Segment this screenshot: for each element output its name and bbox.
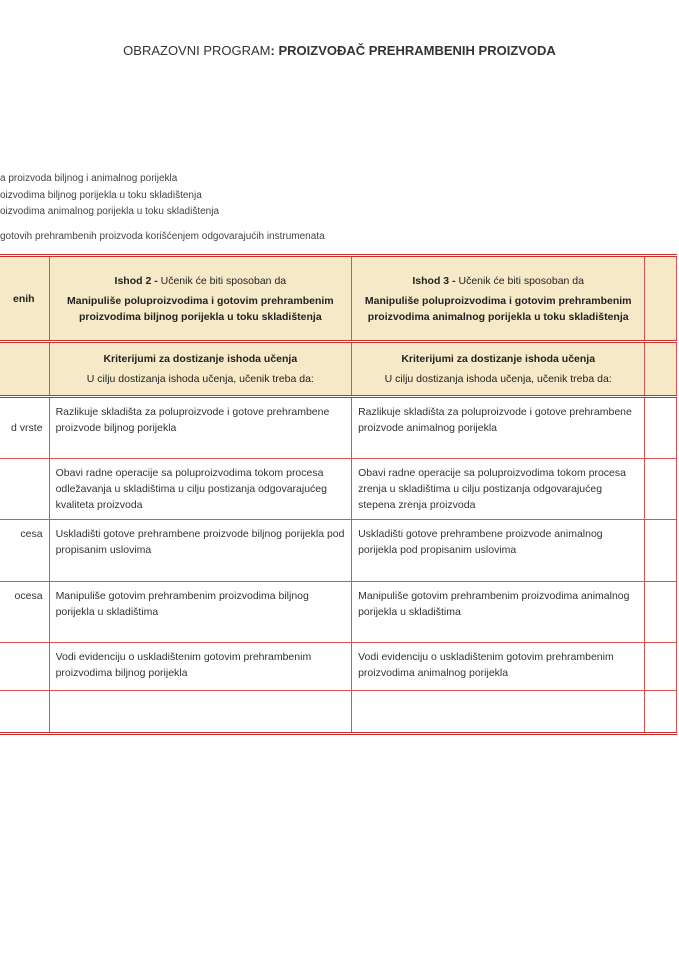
criteria-header-row bbox=[0, 342, 677, 397]
header-col1-text: enih bbox=[12, 292, 35, 305]
table-row bbox=[0, 520, 677, 582]
row-cell-outcome-3: Uskladišti gotove prehrambene proizvode animalnog porijekla pod propisanim uslovima bbox=[352, 520, 645, 582]
program-title-prefix: OBRAZOVNI PROGRAM bbox=[123, 43, 271, 58]
row-cell-col1 bbox=[0, 691, 49, 734]
row-cell-outcome-2: Razlikuje skladišta za poluproizvode i gotove prehrambene proizvode biljnog porijekla bbox=[49, 397, 352, 459]
row-cell-outcome-2: Obavi radne operacije sa poluproizvodima tokom procesa odležavanja u skladištima u cilju postizanja odgovarajućeg kvaliteta proizvoda bbox=[49, 459, 352, 520]
header-cell-outcome-3 bbox=[352, 256, 645, 342]
outcome-3-label: Ishod 3 - bbox=[412, 274, 459, 287]
header-cell-col1 bbox=[0, 256, 49, 342]
row-cell-col4 bbox=[645, 691, 677, 734]
row-cell-col1 bbox=[0, 520, 49, 582]
outcome-list bbox=[0, 171, 325, 245]
criteria-subtitle: U cilju dostizanja ishoda učenja, učenik treba da: bbox=[86, 373, 314, 385]
row-cell-outcome-3 bbox=[352, 691, 645, 734]
program-title-separator: : bbox=[270, 43, 279, 58]
outcome-list-item: oizvodima animalnog porijekla u toku skladištenja bbox=[0, 206, 220, 217]
outcome-2-label: Ishod 2 - bbox=[114, 274, 161, 287]
criteria-title: Kriterijumi za dostizanje ishoda učenja bbox=[103, 353, 298, 365]
criteria-cell-col4 bbox=[645, 342, 677, 397]
row-cell-outcome-3: Razlikuje skladišta za poluproizvode i gotove prehrambene proizvode animalnog porijekla bbox=[352, 397, 645, 459]
outcome-header-row bbox=[0, 256, 677, 342]
row-cell-col4 bbox=[645, 397, 677, 459]
criteria-cell-col1 bbox=[0, 342, 49, 397]
row-col1-text: cesa bbox=[20, 528, 43, 540]
outcome-2-text: Manipuliše poluproizvodima i gotovim prehrambenim proizvodima biljnog porijekla u toku skladištenja bbox=[67, 294, 334, 323]
row-cell-col4 bbox=[645, 520, 677, 582]
row-cell-col4 bbox=[645, 582, 677, 643]
outcome-3-intro: Učenik će biti sposoban da bbox=[458, 274, 584, 287]
table-row bbox=[0, 691, 677, 734]
row-cell-outcome-2 bbox=[49, 691, 352, 734]
row-col1-text: ocesa bbox=[14, 590, 43, 602]
row-cell-outcome-2: Vodi evidenciju o uskladištenim gotovim prehrambenim proizvodima biljnog porijekla bbox=[49, 643, 352, 691]
outcome-3-text: Manipuliše poluproizvodima i gotovim prehrambenim proizvodima animalnog porijekla u toku skladištenja bbox=[364, 294, 632, 323]
criteria-subtitle: U cilju dostizanja ishoda učenja, učenik treba da: bbox=[384, 373, 612, 385]
criteria-cell-outcome-3 bbox=[352, 342, 645, 397]
row-col1-text: d vrste bbox=[11, 422, 43, 434]
row-cell-col4 bbox=[645, 643, 677, 691]
outcome-list-item: gotovih prehrambenih proizvoda korišćenjem odgovarajućih instrumenata bbox=[0, 230, 325, 242]
row-cell-outcome-3: Obavi radne operacije sa poluproizvodima tokom procesa zrenja u skladištima u cilju postizanja odgovarajućeg stepena zrenja proizvoda bbox=[352, 459, 645, 520]
table-row bbox=[0, 582, 677, 643]
header-cell-col4 bbox=[645, 256, 677, 342]
program-name: PROIZVOĐAČ PREHRAMBENIH PROIZVODA bbox=[278, 43, 556, 58]
criteria-title: Kriterijumi za dostizanje ishoda učenja bbox=[401, 353, 596, 365]
table-row bbox=[0, 459, 677, 520]
outcome-list-item: a proizvoda biljnog i animalnog porijekla bbox=[0, 173, 178, 184]
row-cell-col4 bbox=[645, 459, 677, 520]
row-cell-col1 bbox=[0, 459, 49, 520]
row-cell-outcome-2: Manipuliše gotovim prehrambenim proizvodima biljnog porijekla u skladištima bbox=[49, 582, 352, 643]
program-title bbox=[0, 43, 679, 58]
table-row bbox=[0, 643, 677, 691]
table-row bbox=[0, 397, 677, 459]
row-cell-col1 bbox=[0, 582, 49, 643]
outcomes-table bbox=[0, 254, 677, 735]
row-cell-outcome-3: Manipuliše gotovim prehrambenim proizvodima animalnog porijekla u skladištima bbox=[352, 582, 645, 643]
header-cell-outcome-2 bbox=[49, 256, 352, 342]
row-cell-outcome-2: Uskladišti gotove prehrambene proizvode biljnog porijekla pod propisanim uslovima bbox=[49, 520, 352, 582]
outcome-list-item: oizvodima biljnog porijekla u toku skladištenja bbox=[0, 189, 202, 201]
outcome-2-intro: Učenik će biti sposoban da bbox=[160, 274, 287, 287]
row-cell-col1 bbox=[0, 643, 49, 691]
row-cell-outcome-3: Vodi evidenciju o uskladištenim gotovim prehrambenim proizvodima animalnog porijekla bbox=[352, 643, 645, 691]
row-cell-col1 bbox=[0, 397, 49, 459]
criteria-cell-outcome-2 bbox=[49, 342, 352, 397]
